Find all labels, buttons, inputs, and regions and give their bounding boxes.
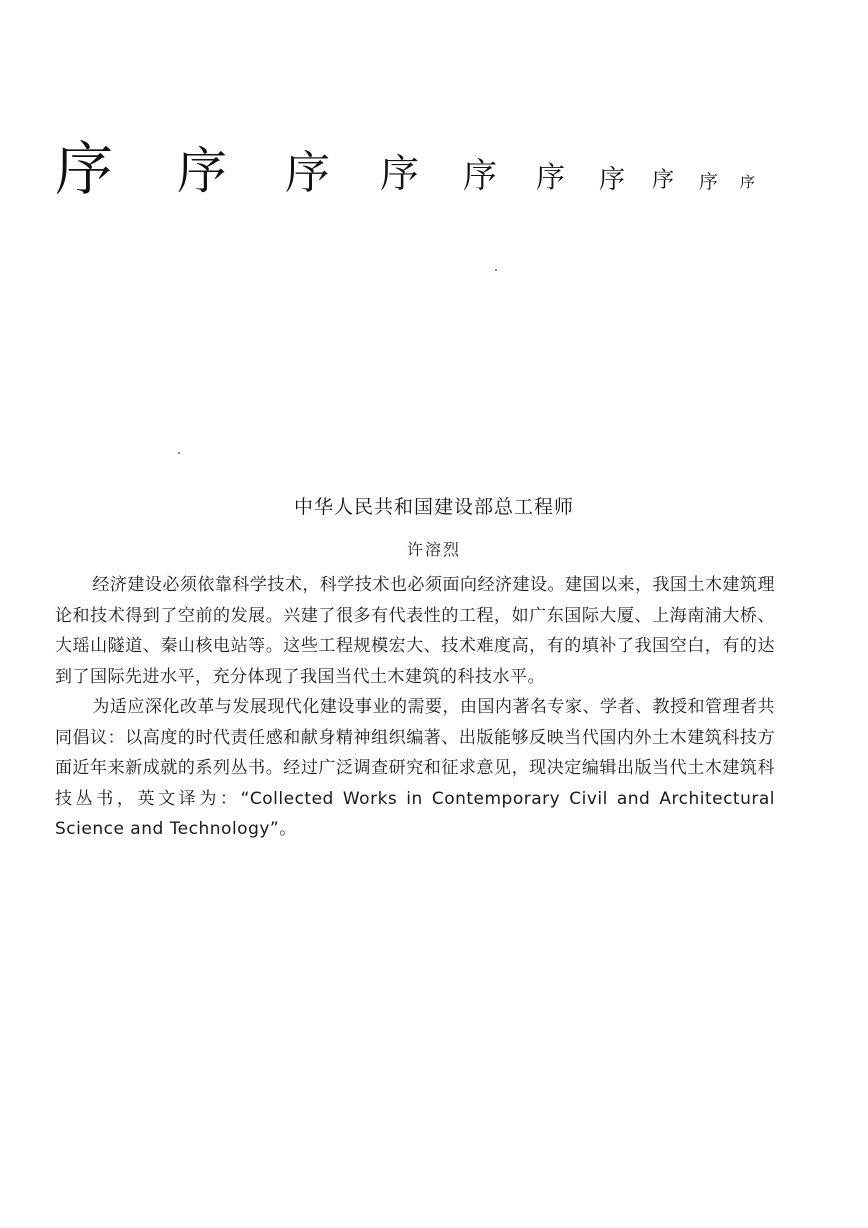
preface-heading-char: 序: [699, 171, 719, 193]
paragraph: 为适应深化改革与发展现代化建设事业的需要，由国内著名专家、学者、教授和管理者共同倡议：以高度的时代责任感和献身精神组织编著、出版能够反映当代国内外土木建筑科技方面近年来新成就的系列丛书。经过广泛调查研究和征求意见，现决定编辑出版当代土木建筑科技丛书，英文译为：“Collected Works in Contemporary Civil and Architectural Science and Technology”。: [55, 697, 775, 839]
preface-heading-char: 序: [380, 152, 420, 197]
scan-speck: [178, 452, 180, 454]
preface-heading: [55, 128, 775, 208]
preface-heading-char: 序: [285, 146, 331, 199]
author-name: 许溶烈: [406, 540, 461, 559]
preface-heading-char: 序: [599, 165, 626, 195]
preface-heading-char: 序: [55, 135, 114, 203]
preface-heading-char: 序: [177, 142, 227, 200]
preface-heading-char: 序: [463, 156, 497, 196]
preface-body: [55, 570, 775, 845]
paragraph: 经济建设必须依靠科学技术，科学技术也必须面向经济建设。建国以来，我国土木建筑理论和技术得到了空前的发展。兴建了很多有代表性的工程，如广东国际大厦、上海南浦大桥、大瑶山隧道、秦山核电站等。这些工程规模宏大、技术难度高，有的填补了我国空白，有的达到了国际先进水平，充分体现了我国当代土木建筑的科技水平。: [55, 575, 775, 687]
author-title: 中华人民共和国建设部总工程师: [293, 496, 574, 518]
preface-heading-char: 序: [652, 168, 675, 193]
preface-heading-char: 序: [740, 173, 756, 191]
preface-heading-char: 序: [536, 160, 566, 194]
scan-speck: [495, 269, 497, 271]
